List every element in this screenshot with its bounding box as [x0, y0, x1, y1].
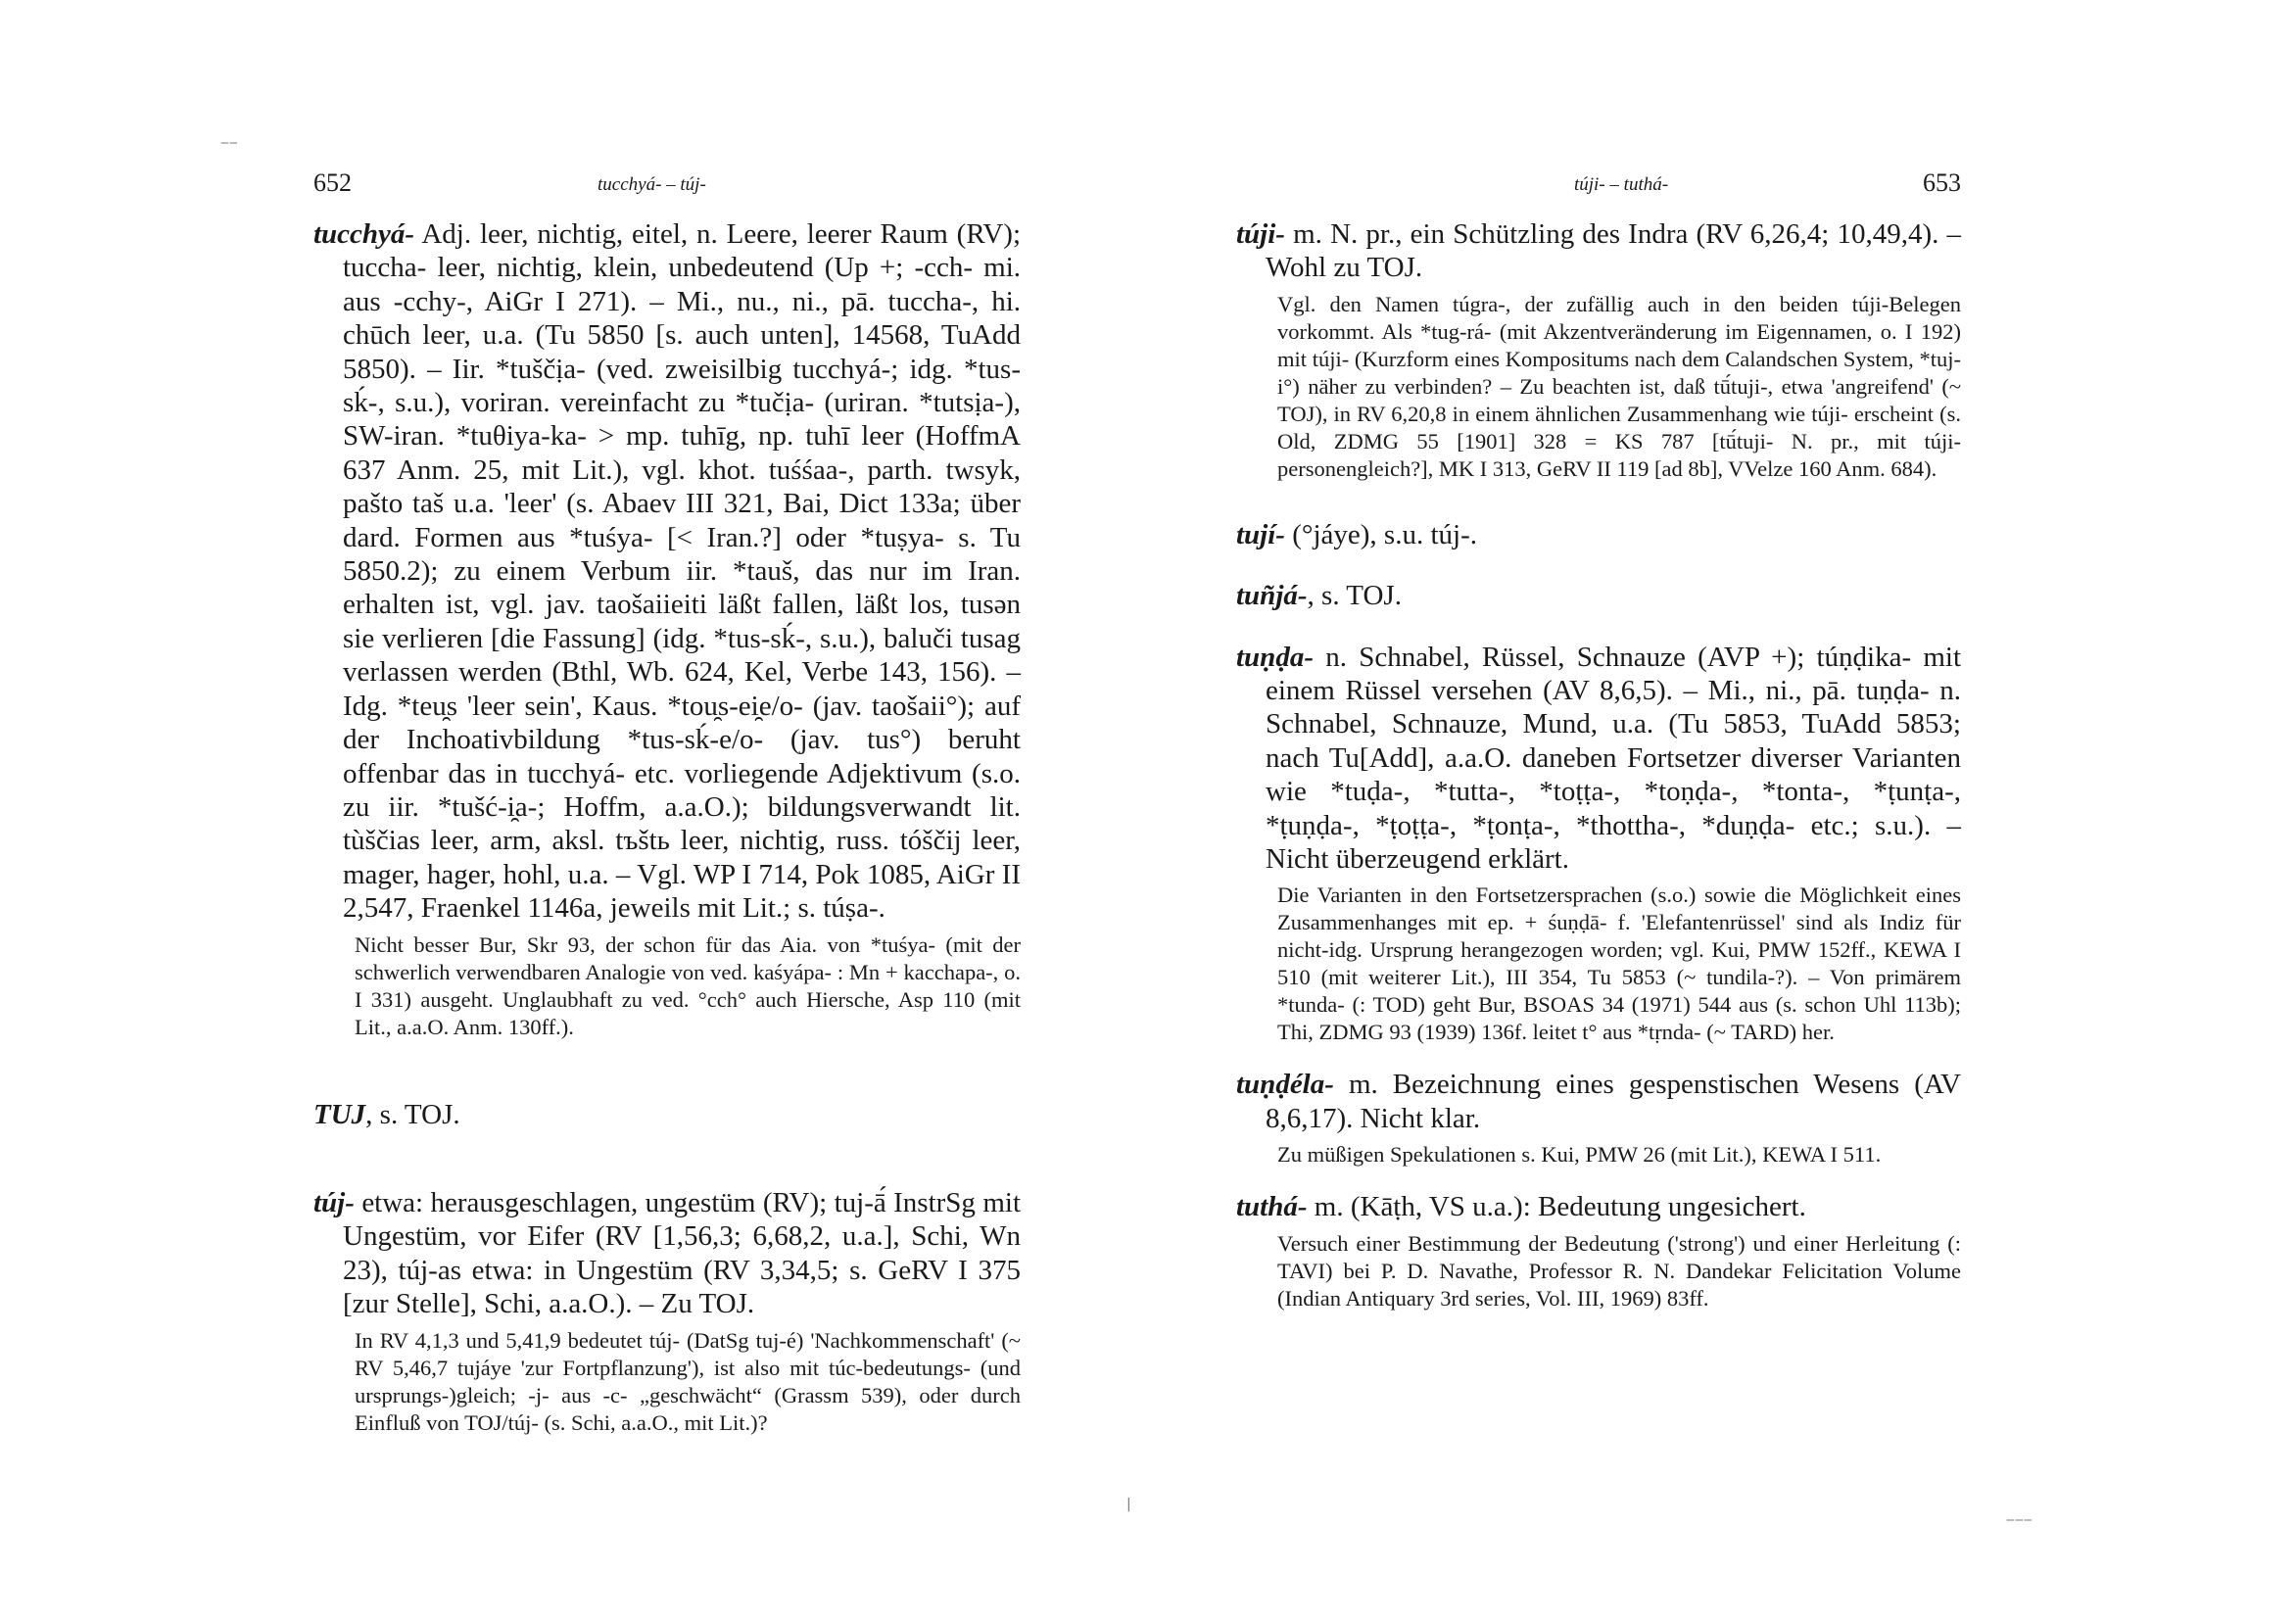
entry-note: Nicht besser Bur, Skr 93, der schon für das Aia. von *tuśya- (mit der schwerlich verwendbaren Analogie von ved. kaśyápa- : Mn + kacchapa-, o. I 331) ausgeht. Unglaubhaft zu ved. °cch° auch Hiersche, Asp 110 (mit Lit., a.a.O. Anm. 130ff.). — [355, 931, 1021, 1039]
entry-note: Versuch einer Bestimmung der Bedeutung ('strong') und einer Herleitung (: TAVI) bei P. D. Navathe, Professor R. N. Dandekar Felicitation Volume (Indian Antiquary 3rd series, Vol. III, 1969) 83ff. — [1277, 1230, 1961, 1311]
entry-text: , s. TOJ. — [365, 1098, 460, 1130]
entry-note: In RV 4,1,3 und 5,41,9 bedeutet túj- (DatSg tuj-é) 'Nachkommenschaft' (~ RV 5,46,7 tujáye 'zur Fortpflanzung'), ist also mit túc-bedeutungs- (und ursprungs-)gleich; -j- aus -c- „geschwächt“ (Grassm 539), oder durch Einfluß von TOJ/túj- (s. Schi, a.a.O., mit Lit.)? — [355, 1327, 1021, 1435]
entry-text: etwa: herausgeschlagen, ungestüm (RV); tuj-ā́ InstrSg mit Ungestüm, vor Eifer (RV [1,56,3; 6,68,2, u.a.], Schi, Wn 23), túj-as etwa: in Ungestüm (RV 3,34,5; s. GeRV I 375 [zur Stelle], Schi, a.a.O.). – Zu TOJ. — [343, 1186, 1021, 1320]
left-page-number: 652 — [313, 168, 352, 197]
entry-text: Adj. leer, nichtig, eitel, n. Leere, leerer Raum (RV); tuccha- leer, nichtig, klein, unbedeutend (Up +; -cch- mi. aus -cchy-, AiGr I 271). – Mi., nu., ni., pā. tuccha-, hi. chūch leer, u.a. (Tu 5850 [s. auch unten], 14568, TuAdd 5850). – Iir. *tuščịa- (ved. zweisilbig tucchyá-; idg. *tus-sḱ-, s.u.), voriran. vereinfacht zu *tučịa- (uriran. *tutsịa-), SW-iran. *tuθiya-ka- > mp. tuhīg, np. tuhī leer (HoffmA 637 Anm. 25, mit Lit.), vgl. khot. tuśśaa-, parth. twsyk, pašto taš u.a. 'leer' (s. Abaev III 321, Bai, Dict 133a; über dard. Formen aus *tuśya- [< Iran.?] oder *tuṣya- s. Tu 5850.2); zu einem Verbum iir. *tauš, das nur im Iran. erhalten ist, vgl. jav. taošaiieiti läßt fallen, läßt los, tusən sie verlieren [die Fassung] (idg. *tus-sḱ-, s.u.), baluči tusag verlassen werden (Bthl, Wb. 624, Kel, Verbe 143, 156). – Idg. *teu̯s 'leer sein', Kaus. *tou̯s-ei̯e/o- (jav. taošaii°); auf der Inchoativbildung *tus-sḱ-e/o- (jav. tus°) beruht offenbar das in tucchyá- etc. vorliegende Adjektivum (s.o. zu iir. *tušć-i̯a-; Hoffm, a.a.O.); bildungsverwandt lit. tùščias leer, arm, aksl. tъštь leer, nichtig, russ. tóščij leer, mager, hager, hohl, u.a. – Vgl. WP I 714, Pok 1085, AiGr II 2,547, Fraenkel 1146a, jeweils mit Lit.; s. túṣa-. — [343, 218, 1021, 925]
right-page-number: 653 — [1923, 168, 1961, 197]
entry-text: (°jáye), s.u. túj-. — [1292, 518, 1477, 550]
lemma: túj- — [313, 1186, 355, 1218]
right-running-head — [1236, 168, 1961, 208]
entry-text: n. Schnabel, Rüssel, Schnauze (AVP +); túṇḍika- mit einem Rüssel versehen (AV 8,6,5). – Mi., ni., pā. tuṇḍa- n. Schnabel, Schnauze, Mund, u.a. (Tu 5853, TuAdd 5853; nach Tu[Add], a.a.O. daneben Fortsetzer diverser Varianten wie *tuḍa-, *tutta-, *toṭṭa-, *toṇḍa-, *tonta-, *ṭunṭa-, *ṭuṇḍa-, *ṭoṭṭa-, *ṭonṭa-, *thottha-, *duṇḍa- etc.; s.u.). – Nicht überzeugend erklärt. — [1266, 641, 1962, 876]
left-running-head — [313, 168, 1021, 208]
scan-mark: ‒‒ — [220, 135, 238, 151]
entry-note: Die Varianten in den Fortsetzersprachen (s.o.) sowie die Möglichkeit eines Zusammenhanges mit ep. + śuṇḍā- f. 'Elefantenrüssel' sind als Indiz für nicht-idg. Ursprung herangezogen worden; vgl. Kui, PMW 152ff., KEWA I 510 (mit weiterer Lit.), III 354, Tu 5853 (~ tundila-?). – Von primärem *tunda- (: TOD) geht Bur, BSOAS 34 (1971) 544 aus (s. schon Uhl 113b); Thi, ZDMG 93 (1939) 136f. leitet t° aus *tṛnda- (~ TARD) her. — [1277, 883, 1961, 1045]
entry-note: Zu müßigen Spekulationen s. Kui, PMW 26 (mit Lit.), KEWA I 511. — [1277, 1142, 1882, 1168]
entry-text: m. Bezeichnung eines gespenstischen Wesens (AV 8,6,17). Nicht klar. — [1266, 1069, 1962, 1134]
lemma: tuthá- — [1236, 1191, 1308, 1223]
right-page — [1236, 0, 1961, 1622]
entry-text: m. (Kāṭh, VS u.a.): Bedeutung ungesichert. — [1314, 1191, 1806, 1223]
scan-mark: ‒‒‒ — [2006, 1512, 2033, 1528]
entry-tutha — [1236, 1190, 1961, 1223]
entry-tuj — [313, 1186, 1021, 1321]
left-page — [313, 0, 1021, 1622]
entry-tucchya — [313, 217, 1021, 926]
entry-tundela — [1236, 1068, 1961, 1135]
lemma: TUJ — [313, 1098, 366, 1130]
lemma: tuñjá- — [1236, 580, 1308, 612]
entry-text: , s. TOJ. — [1307, 580, 1402, 612]
entry-tunda — [1236, 641, 1961, 877]
lemma: tuṇḍa- — [1236, 641, 1314, 673]
entry-tunja — [1236, 579, 1961, 612]
left-page-content — [313, 217, 1021, 1437]
right-running-title: túji- – tuthá- — [1574, 174, 1669, 195]
scan-mark: | — [1126, 1497, 1131, 1512]
lemma: tuṇḍéla- — [1236, 1069, 1334, 1101]
lemma: túji- — [1236, 218, 1285, 250]
entry-text: m. N. pr., ein Schützling des Indra (RV 6,26,4; 10,49,4). – Wohl zu TOJ. — [1266, 218, 1962, 284]
right-page-content — [1236, 217, 1961, 1312]
entry-tuji-2 — [1236, 518, 1961, 551]
entry-note: Vgl. den Namen túgra-, der zufällig auch in den beiden túji-Belegen vorkommt. Als *tug-rá- (mit Akzentveränderung im Eigennamen, o. I 192) mit túji- (Kurzform eines Kompositums nach dem Calandschen System, *tuj-i°) näher zu verbinden? – Zu beachten ist, daß tū́tuji-, etwa 'angreifend' (~ TOJ), in RV 6,20,8 in einem ähnlichen Zusammenhang wie túji- erscheint (s. Old, ZDMG 55 [1901] 328 = KS 787 [tū́tuji- N. pr., mit túji- personengleich?], MK I 313, GeRV II 119 [ad 8b], VVelze 160 Anm. 684). — [1277, 291, 1961, 481]
entry-tuj-root — [313, 1098, 1021, 1131]
left-running-title: tucchyá- – túj- — [598, 174, 706, 195]
lemma: tucchyá- — [313, 218, 415, 250]
entry-tuji — [1236, 217, 1961, 285]
lemma: tují- — [1236, 518, 1285, 550]
